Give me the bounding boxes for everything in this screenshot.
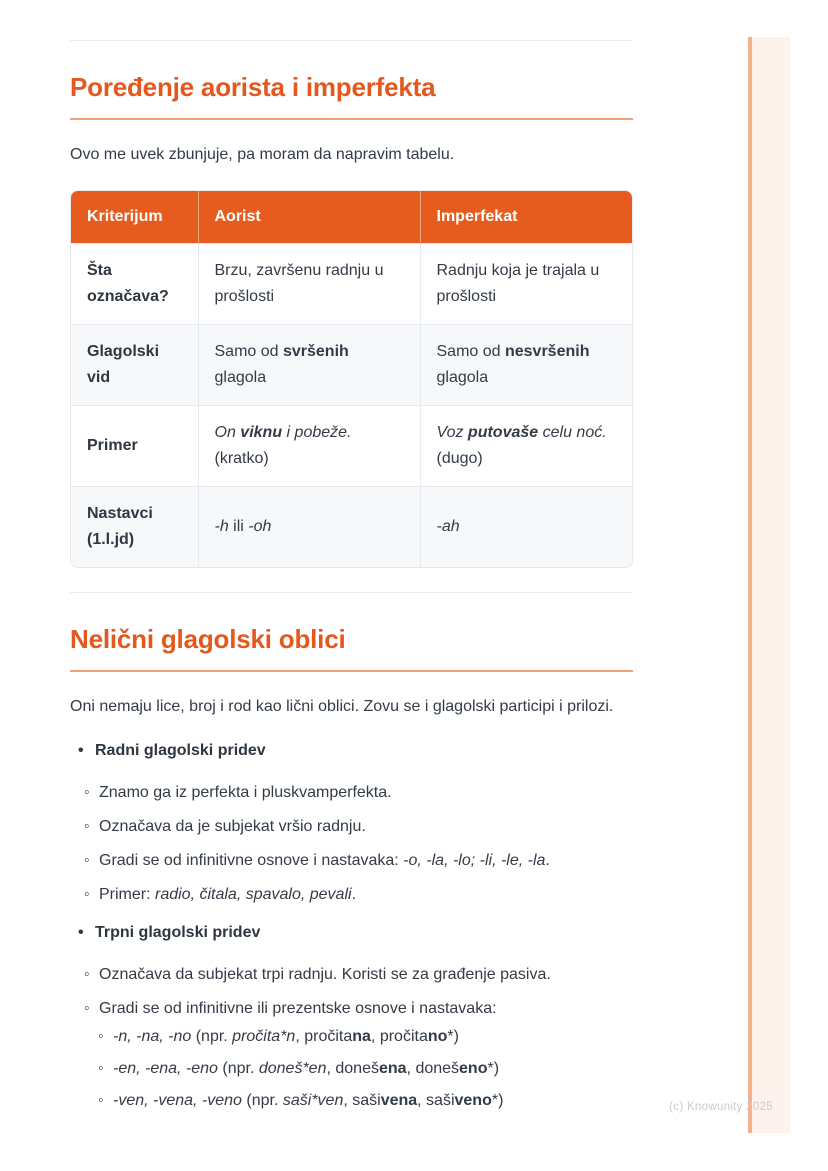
list-item-title: Radni glagolski pridev <box>95 742 266 759</box>
list-subsubitem <box>98 1088 633 1114</box>
list-subitem <box>84 882 633 908</box>
comparison-table <box>71 191 632 567</box>
list-item-radni <box>78 738 633 908</box>
table-cell: -ah <box>420 487 632 568</box>
page-edge-strip <box>748 37 790 1133</box>
nonfinite-forms-list <box>70 738 633 1114</box>
header-cell-imperfekat: Imperfekat <box>420 191 632 244</box>
list-subitem <box>84 996 633 1114</box>
document-content <box>70 0 633 1114</box>
bullet-icon: • <box>78 742 84 759</box>
section2-intro: Oni nemaju lice, broj i rod kao lični oblici. Zovu se i glagolski participi i prilozi. <box>70 698 614 715</box>
circle-bullet-icon: ◦ <box>84 818 90 835</box>
subitem-text: Gradi se od infinitivne ili prezentske osnove i nastavaka: <box>99 1000 497 1017</box>
subsubitem-text: -n, -na, -no (npr. pročita*n, pročitana, pročitano*) <box>113 1028 459 1045</box>
table-cell: -h ili -oh <box>198 487 420 568</box>
subitem-text: Gradi se od infinitivne osnove i nastavaka: -o, -la, -lo; -li, -le, -la. <box>99 852 550 869</box>
table-cell: Brzu, završenu radnju u prošlosti <box>198 244 420 325</box>
subitem-text: Znamo ga iz perfekta i pluskvamperfekta. <box>99 784 392 801</box>
circle-bullet-icon: ◦ <box>98 1028 104 1045</box>
circle-bullet-icon: ◦ <box>84 852 90 869</box>
circle-bullet-icon: ◦ <box>84 784 90 801</box>
section-title-nonfinite: Nelični glagolski oblici <box>70 623 633 672</box>
row-label: Primer <box>71 406 198 487</box>
section-title-comparison: Poređenje aorista i imperfekta <box>70 71 633 120</box>
list-subsubitem <box>98 1056 633 1082</box>
bullet-icon: • <box>78 924 84 941</box>
circle-bullet-icon: ◦ <box>98 1092 104 1109</box>
table-cell: On viknu i pobeže. (kratko) <box>198 406 420 487</box>
table-row <box>71 244 632 325</box>
comparison-table-wrapper <box>70 190 633 568</box>
row-label: Nastavci (1.l.jd) <box>71 487 198 568</box>
list-item-title: Trpni glagolski pridev <box>95 924 261 941</box>
list-subsubitem <box>98 1024 633 1050</box>
top-divider <box>70 40 633 41</box>
subitem-text: Označava da je subjekat vršio radnju. <box>99 818 366 835</box>
table-row <box>71 325 632 406</box>
table-cell: Samo od nesvršenih glagola <box>420 325 632 406</box>
table-cell: Radnju koja je trajala u prošlosti <box>420 244 632 325</box>
header-cell-aorist: Aorist <box>198 191 420 244</box>
subsubitem-text: -ven, -vena, -veno (npr. saši*ven, sašivena, sašiveno*) <box>113 1092 504 1109</box>
list-item-trpni <box>78 920 633 1114</box>
table-cell: Samo od svršenih glagola <box>198 325 420 406</box>
subitem-text: Označava da subjekat trpi radnju. Koristi se za građenje pasiva. <box>99 966 551 983</box>
circle-bullet-icon: ◦ <box>84 1000 90 1017</box>
section1-intro: Ovo me uvek zbunjuje, pa moram da napravim tabelu. <box>70 146 455 163</box>
subsubitem-text: -en, -ena, -eno (npr. doneš*en, donešena, donešeno*) <box>113 1060 500 1077</box>
table-cell: Voz putovaše celu noć. (dugo) <box>420 406 632 487</box>
circle-bullet-icon: ◦ <box>84 966 90 983</box>
subitem-text: Primer: radio, čitala, spavalo, pevali. <box>99 886 357 903</box>
circle-bullet-icon: ◦ <box>84 886 90 903</box>
table-row <box>71 406 632 487</box>
section-divider <box>70 592 633 593</box>
list-subitem <box>84 780 633 806</box>
table-row <box>71 487 632 568</box>
list-subitem <box>84 814 633 840</box>
row-label: Šta označava? <box>71 244 198 325</box>
circle-bullet-icon: ◦ <box>98 1060 104 1077</box>
header-cell-kriterijum: Kriterijum <box>71 191 198 244</box>
row-label: Glagolski vid <box>71 325 198 406</box>
list-subitem <box>84 962 633 988</box>
copyright-watermark: (c) Knowunity 2025 <box>669 1101 773 1113</box>
table-header-row <box>71 191 632 244</box>
list-subitem <box>84 848 633 874</box>
